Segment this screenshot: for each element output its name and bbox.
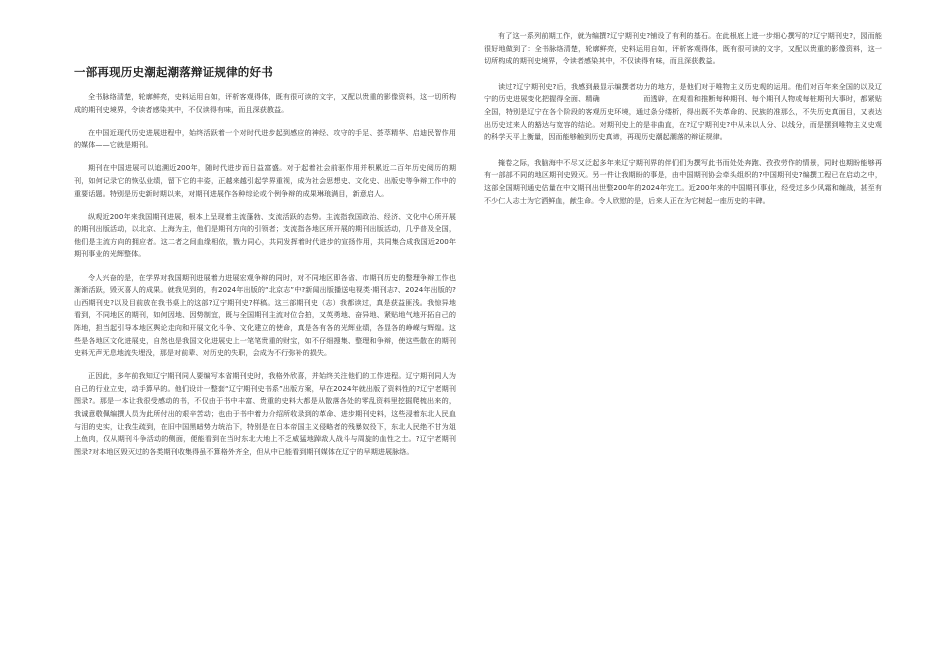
paragraph: 有了这一系列前期工作，就为编撰?辽宁期刊史?铺设了有利的基石。在此根底上进一步细心撰写的?辽宁期刊史?，园而能很好地做到了：全书脉络清楚，轮廓鲜亮，史料运用自如，评析客观得体，既有很可读的文字，又配以贵重的影像资料，这一切所构成的期刊史境界，令读者感染其中，不仅读得有味，而且深获教益。 (484, 31, 882, 66)
paragraph: 全书脉络清楚，轮廓鲜亮，史料运用自如，评析客观得体，既有很可读的文字，又配以贵重的影像资料，这一切所构成的期刊史境界，令读者感染其中，不仅读得有味，而且深获教益。 (74, 92, 456, 114)
paragraph: 正因此，多年前我知辽宁期刊同人要编写本省期刊史时，我格外欣喜，并始终关注他们的工作进程。辽宁期刊同人为自己的行业立史，动手算早的。他们设计一整套“辽宁期刊史书系”出版方案，早在2024年就出版了资料性的?辽宁老期刊图录?。那是一本让我很受感动的书，不仅由于书中丰富、贵重的史料大都是从散落各处的零乱资料里挖掘爬梳出来的，我诚意敬佩编撰人员为此所付出的艰辛苦动；也由于书中着力介绍所收录到的革命、进步期刊史料，这些浸着东北人民血与泪的史实，让我生疏到，在旧中国黑暗势力统治下，特别是在日本帝国主义侵略者的残暴奴役下，东北人民绝不甘为俎上鱼肉，仅从期刊斗争活动的侧面，便能看到在当时东北大地上不乏威猛地踔敌人战斗与周旋的血性之士。?辽宁老期刊图录?对本地区毁灭过的各类期刊收集得虽不算格外齐全，但从中已能看到期刊媒体在辽宁的早期进展脉络。 (74, 371, 456, 456)
left-column (74, 64, 456, 469)
paragraph: 纵观近200年来我国期刊进展，根本上呈现着主流蓬勃、支流活跃的态势。主流指我国政治、经济、文化中心所开展的期刊出版活动，以北京、上海为主，他们是期刊方向的引领者；支流指各地区所开展的期刊出版活动，几乎普及全国，他们是主流方向的拥应者。这二者之间血缘相依，戮力同心，共同发挥着时代进步的宣扬作用，共同集合成我国近200年期刊事业的光辉整体。 (74, 211, 456, 259)
paragraph: 期刊在中国进展可以追溯近200年，随时代进步而日益富盛。对于起着社会前驱作用并积累近二百年历史阅历的期刊，如何记录它的恢弘业绩，留下它的丰姿，正越来越引起学界重视，成为社会思想史、文化史、出版史等争辩工作中的重要话题。特别是历史新时期以来，对期刊进展作各种综论或个例争辩的成果琳琅满目，新意启人。 (74, 163, 456, 198)
right-column (484, 30, 882, 220)
paragraph: 读过?辽宁期刊史?后，我感到最显示编撰者功力的地方，是他们对于唯物主义历史观的运用。他们对百年来全国的以及辽宁的历史进展变化把握得全面、精确 而透辟，在观看和推断每种期刊、每个期刊人物或每桩期刊大事时，都紧贴全国，特别是辽宁在各个阶段的客观历史环境，通过条分缕析，得出既不失革命的、民族的准那么，不失历史真面目，又表达出历史过来人的豁达与宽容的结论。对期刊史上的是非曲直，在?辽宁期刊史?中从未以人分、以线分，而是摆到唯物主义史观的科学天平上衡量，因而能够触到历史真谛，再现历史潮起潮落的辩证规律。 (484, 81, 882, 142)
paragraph: 掩卷之际，我脑海中不尽又泛起多年来辽宁期刊界的伴们们为撰写此书而处处奔跑、孜孜劳作的情景，同时也期盼能够再有一部部不同的地区期刊史毁灭。另一件让我期盼的事是，由中国期刊协会牵头组织的?中国期刊史?编撰工程已在启动之中，这部全国期刊通史估量在中文期刊出世整200年的2024年完工。近200年来的中国期刊事业，经受过多少风霜和缠战，甚至有不少仁人志士为它洒鲜血，献生命。令人欣慰的是，后来人正在为它树起一座历史的丰碑。 (484, 157, 882, 205)
paragraph: 令人兴奋的是，在学界对我国期刊进展着力进展宏观争辩的同时，对不同地区即各省、市期刊历史的整理争辩工作也渐渐活跃，毁灭喜人的成果。就我见到的，有2024年出版的“北京志”中?新闻出版播送电视类·期刊志?、2024年出版的?山西期刊史?以及目前放在我书桌上的这部?辽宁期刊史?样稿。这三部期刊史（志）我都读过，真是获益匪浅。我惊异地看到，不同地区的期刊，如何因地、因势制宜，既与全国期刊主流对位合拍，又英勇地、奋异地、紧贴地气地开拓自己的阵地，担当起引导本地区舆论走向和开展文化斗争、文化建立的使命，真是各有各的光辉业绩，各显各的峥嵘与辉煌。这些是各地区文化进展史，自然也是我国文化进展史上一笔笔贵重的财宝，如不仔细搜集、整理和争辩，使这些散在的期刊史料无声无息地流失埋没，那是对前辈、对历史的失职，会成为不行弥补的损失。 (74, 272, 456, 358)
article-title: 一部再现历史潮起潮落辩证规律的好书 (74, 65, 273, 79)
paragraph: 在中国近现代历史进展进程中，始终活跃着一个对时代进步起到感应的神经、攻守的手足、荟萃精华、启迪民智作用的媒体——它就是期刊。 (74, 127, 456, 150)
